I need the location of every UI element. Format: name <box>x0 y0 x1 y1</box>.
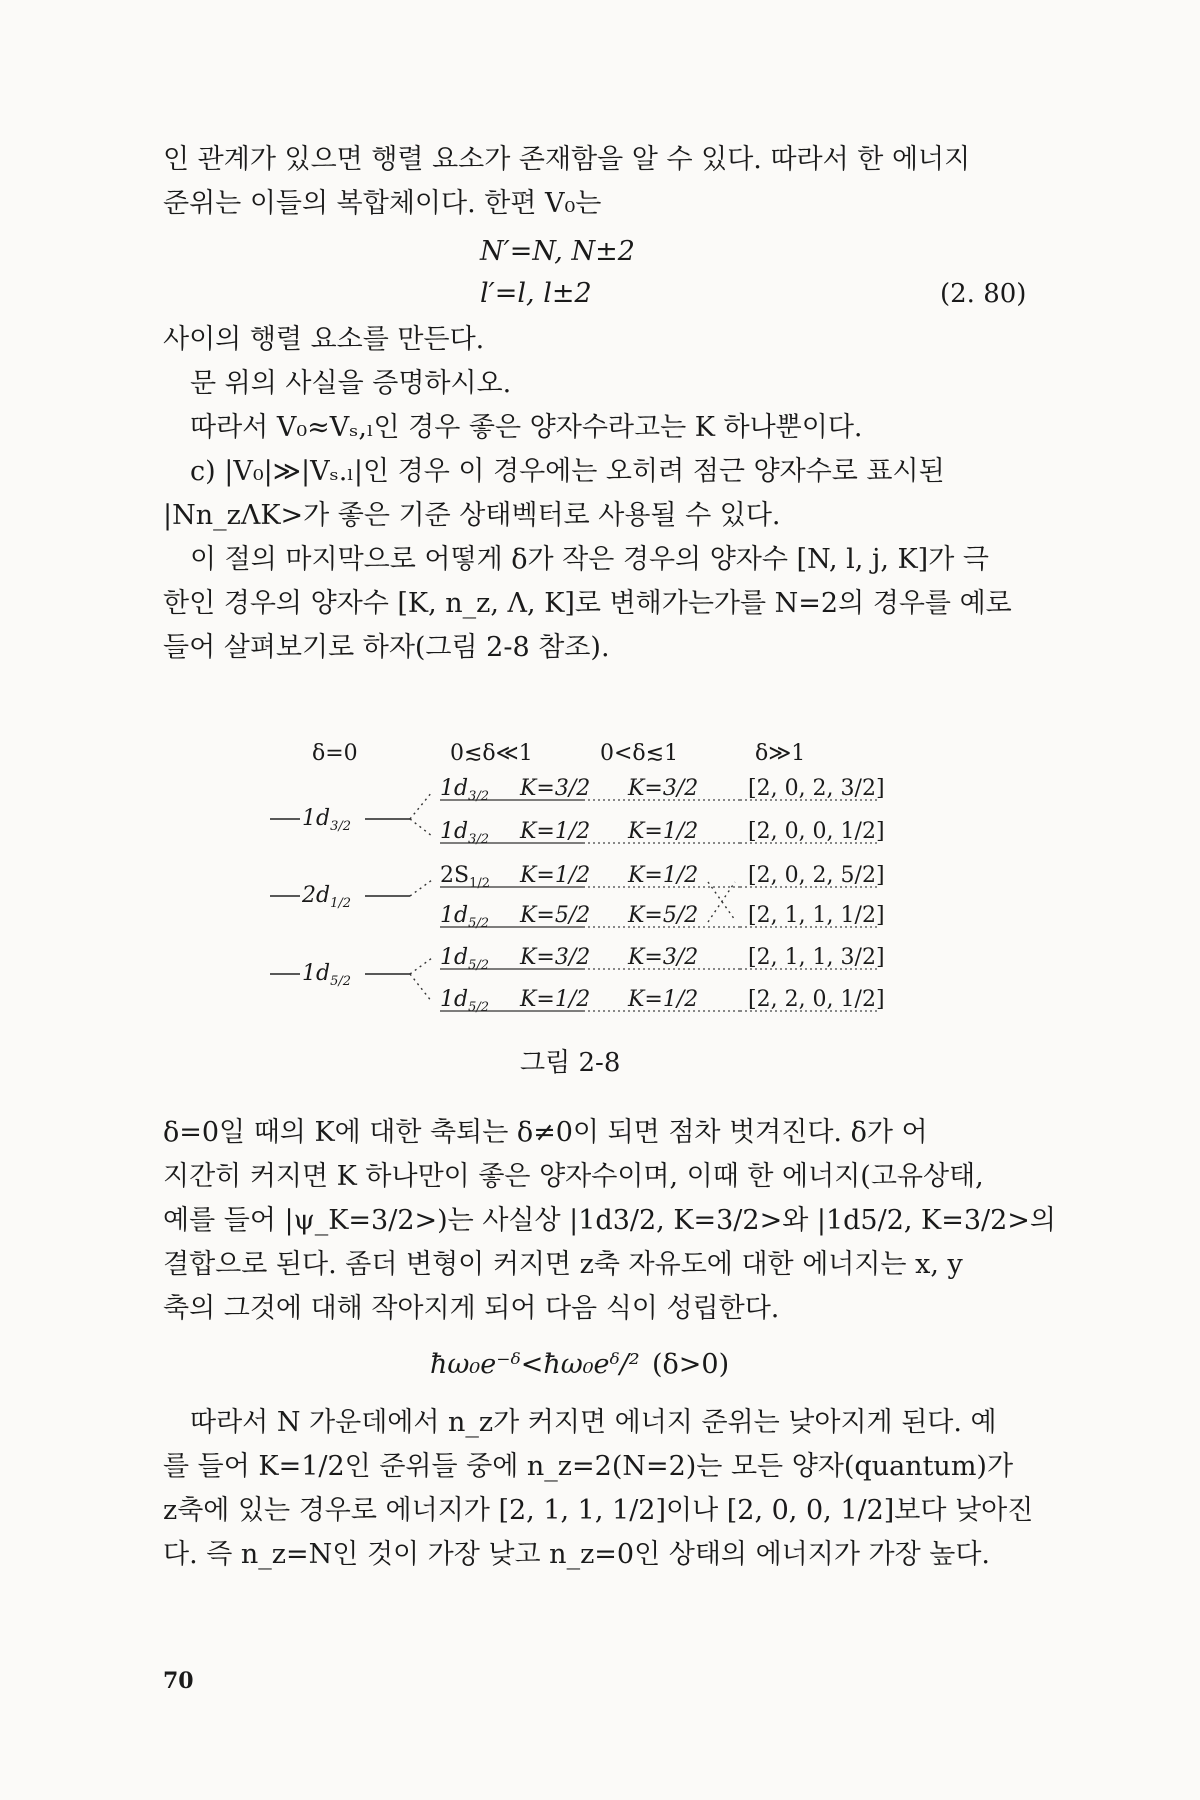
inequality-expression: ħω₀e⁻ᵟ<ħω₀eᵟ/² <box>430 1349 640 1380</box>
paragraph3-line1: δ=0일 때의 K에 대한 축퇴는 δ≠0이 되면 점차 벗겨진다. δ가 어 <box>163 1117 928 1148</box>
column-header: 0≲δ≪1 <box>450 741 533 766</box>
column-header: δ=0 <box>312 741 358 766</box>
paragraph3-line2: 지간히 커지면 K 하나만이 좋은 양자수이며, 이때 한 에너지(고유상태, <box>163 1161 984 1192</box>
column-header: 0<δ≲1 <box>600 741 679 766</box>
splitting-connector <box>410 974 432 1002</box>
k-mid-label: K=1/2 <box>628 987 699 1012</box>
quantum-number-label: [2, 1, 1, 3/2] <box>748 945 885 970</box>
quantum-number-label: [2, 0, 0, 1/2] <box>748 819 885 844</box>
quantum-number-label: [2, 0, 2, 3/2] <box>748 776 885 801</box>
row-state-label: $1d_{5/2}$ <box>440 987 490 1015</box>
paragraph3-line5: 축의 그것에 대해 작아지게 되어 다음 식이 성립한다. <box>163 1293 780 1324</box>
paragraph1-line2: 준위는 이들의 복합체이다. 한편 V₀는 <box>163 188 602 219</box>
splitting-connector <box>410 880 432 896</box>
column-header: δ≫1 <box>755 741 806 766</box>
level-label-left: $2d_{1/2}$ <box>302 883 352 911</box>
splitting-connector <box>410 958 432 974</box>
row-state-label: $1d_{3/2}$ <box>440 819 490 847</box>
paragraph4-line1: 따라서 N 가운데에서 n_z가 커지면 에너지 준위는 낮아지게 된다. 예 <box>190 1407 997 1438</box>
paragraph4-line3: z축에 있는 경우로 에너지가 [2, 1, 1, 1/2]이나 [2, 0, 0, 1/2]보다 낮아진 <box>163 1495 1034 1526</box>
figure-caption: 그림 2-8 <box>520 1048 621 1078</box>
paragraph2-line4: c) |V₀|≫|Vₛ.ₗ|인 경우 이 경우에는 오히려 점근 양자수로 표시된 <box>190 456 945 487</box>
k-small-label: K=3/2 <box>520 776 591 801</box>
page-number: 70 <box>163 1668 194 1694</box>
paragraph3-line3: 예를 들어 |ψ_K=3/2>)는 사실상 |1d3/2, K=3/2>와 |1d5/2, K=3/2>의 <box>163 1205 1056 1236</box>
quantum-number-label: [2, 0, 2, 5/2] <box>748 863 885 888</box>
splitting-connector <box>410 792 432 819</box>
level-label-left: $1d_{5/2}$ <box>302 961 352 989</box>
quantum-number-label: [2, 1, 1, 1/2] <box>748 903 885 928</box>
k-small-label: K=1/2 <box>520 863 591 888</box>
k-small-label: K=1/2 <box>520 987 591 1012</box>
splitting-connector <box>410 819 432 836</box>
row-state-label: $2S_{1/2}$ <box>440 863 490 891</box>
paragraph2-line8: 들어 살펴보기로 하자(그림 2-8 참조). <box>163 632 610 663</box>
paragraph2-line6: 이 절의 마지막으로 어떻게 δ가 작은 경우의 양자수 [N, l, j, K]가 극 <box>190 544 989 575</box>
k-small-label: K=3/2 <box>520 945 591 970</box>
equation-number: (2. 80) <box>940 279 1027 309</box>
row-state-label: $1d_{3/2}$ <box>440 776 490 804</box>
paragraph2-line1: 사이의 행렬 요소를 만든다. <box>163 324 485 355</box>
k-mid-label: K=1/2 <box>628 863 699 888</box>
k-mid-label: K=3/2 <box>628 776 699 801</box>
k-mid-label: K=1/2 <box>628 819 699 844</box>
paragraph2-line2: 문 위의 사실을 증명하시오. <box>190 368 512 399</box>
paragraph4-line4: 다. 즉 n_z=N인 것이 가장 낮고 n_z=0인 상태의 에너지가 가장 높다. <box>163 1539 990 1570</box>
inequality-condition: (δ>0) <box>652 1349 730 1380</box>
equation-line1: N′=N, N±2 <box>480 236 635 267</box>
row-state-label: $1d_{5/2}$ <box>440 945 490 973</box>
k-small-label: K=5/2 <box>520 903 591 928</box>
quantum-number-label: [2, 2, 0, 1/2] <box>748 987 885 1012</box>
equation-line2: l′=l, l±2 <box>480 278 592 309</box>
k-mid-label: K=5/2 <box>628 903 699 928</box>
k-small-label: K=1/2 <box>520 819 591 844</box>
paragraph4-line2: 를 들어 K=1/2인 준위들 중에 n_z=2(N=2)는 모든 양자(quantum)가 <box>163 1451 1014 1482</box>
paragraph1-line1: 인 관계가 있으면 행렬 요소가 존재함을 알 수 있다. 따라서 한 에너지 <box>163 144 971 175</box>
k-mid-label: K=3/2 <box>628 945 699 970</box>
paragraph2-line7: 한인 경우의 양자수 [K, n_z, Λ, K]로 변해가는가를 N=2의 경우를 예로 <box>163 588 1012 619</box>
level-label-left: $1d_{3/2}$ <box>302 806 352 834</box>
row-state-label: $1d_{5/2}$ <box>440 903 490 931</box>
paragraph3-line4: 결합으로 된다. 좀더 변형이 커지면 z축 자유도에 대한 에너지는 x, y <box>163 1249 963 1280</box>
paragraph2-line5: |Nn_zΛK>가 좋은 기준 상태벡터로 사용될 수 있다. <box>163 500 781 531</box>
paragraph2-line3: 따라서 V₀≈Vₛ,ₗ인 경우 좋은 양자수라고는 K 하나뿐이다. <box>190 412 863 443</box>
